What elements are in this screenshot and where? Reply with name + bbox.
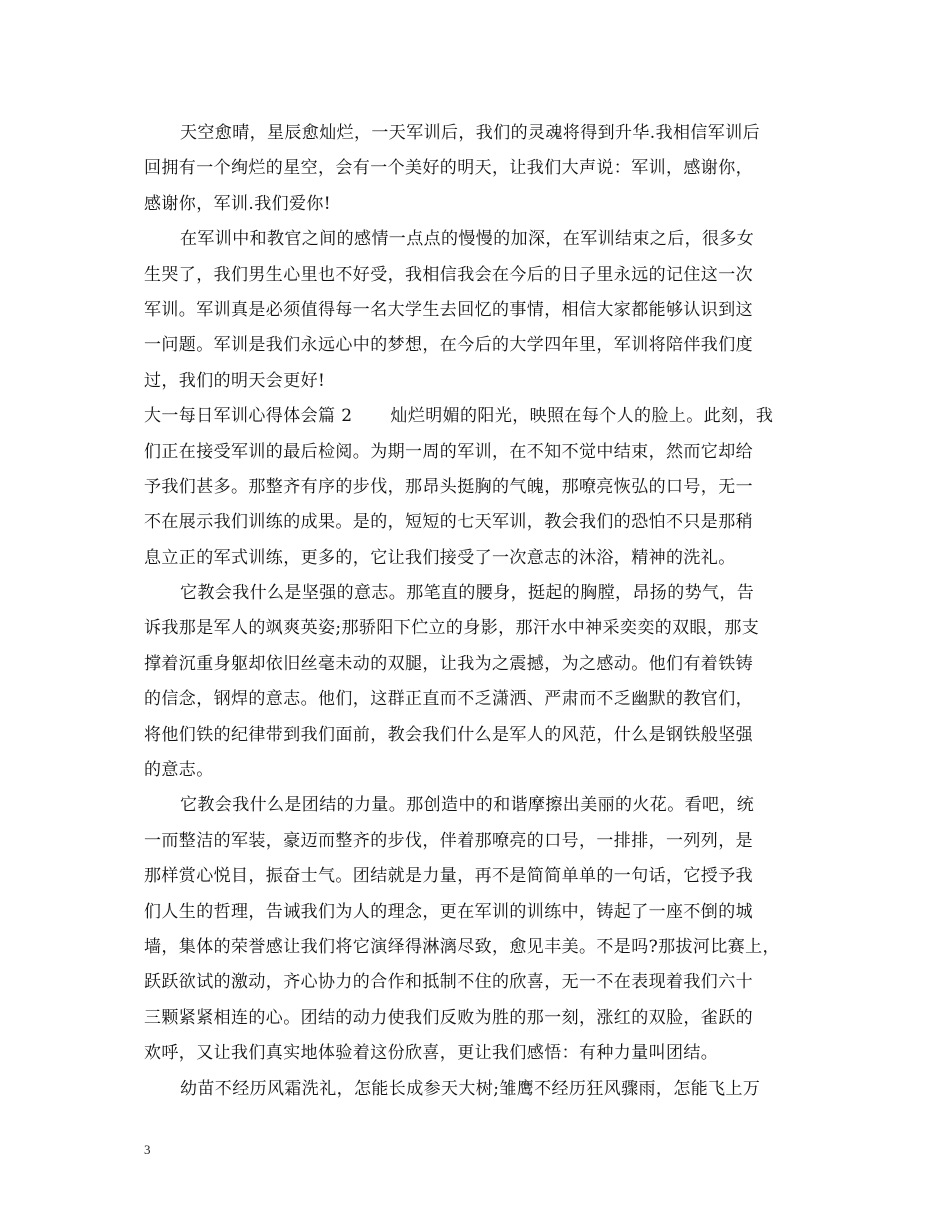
section-heading-line: [144, 399, 824, 434]
paragraph-line: 天空愈晴，星辰愈灿烂，一天军训后，我们的灵魂将得到升华.我相信军训后: [180, 123, 761, 143]
paragraph-line: 不在展示我们训练的成果。是的，短短的七天军训，教会我们的恐怕不只是那稍: [144, 512, 753, 533]
paragraph-line: 一问题。军训是我们永远心中的梦想，在今后的大学四年里，军训将陪伴我们度: [144, 335, 753, 356]
document-body: [144, 116, 824, 1107]
paragraph-line: 感谢你，军训.我们爱你!: [144, 193, 332, 214]
paragraph-line: 过，我们的明天会更好!: [144, 370, 326, 391]
page-number: 3: [144, 1142, 151, 1157]
paragraph-line: 跃跃欲试的激动，齐心协力的合作和抵制不住的欣喜，无一不在表现着我们六十: [144, 972, 753, 993]
paragraph-line: 予我们甚多。那整齐有序的步伐，那昂头挺胸的气魄，那嘹亮恢弘的口号，无一: [144, 476, 753, 497]
paragraph-line: 诉我那是军人的飒爽英姿;那骄阳下伫立的身影，那汗水中神采奕奕的双眼，那支: [144, 618, 760, 639]
paragraph-line: 们人生的哲理，告诫我们为人的理念，更在军训的训练中，铸起了一座不倒的城: [144, 901, 753, 922]
paragraph-line: 它教会我什么是坚强的意志。那笔直的腰身，挺起的胸膛，昂扬的势气，告: [180, 583, 755, 604]
paragraph-line: 三颗紧紧相连的心。团结的动力使我们反败为胜的那一刻，涨红的双脸，雀跃的: [144, 1007, 753, 1028]
paragraph-line: 息立正的军式训练，更多的，它让我们接受了一次意志的沐浴，精神的洗礼。: [144, 547, 736, 568]
paragraph-line: 那样赏心悦目，振奋士气。团结就是力量，再不是简简单单的一句话，它授予我: [144, 866, 753, 887]
paragraph-line: 幼苗不经历风霜洗礼，怎能长成参天大树;雏鹰不经历狂风骤雨，怎能飞上万: [180, 1078, 761, 1099]
paragraph-line: 将他们铁的纪律带到我们面前，教会我们什么是军人的风范，什么是钢铁般坚强: [144, 724, 753, 745]
paragraph-line: 墙，集体的荣誉感让我们将它演绎得淋漓尽致，愈见丰美。不是吗?那拔河比赛上，: [144, 936, 780, 957]
paragraph-line: 它教会我什么是团结的力量。那创造中的和谐摩擦出美丽的火花。看吧，统: [180, 795, 755, 816]
paragraph-line: 军训。军训真是必须值得每一名大学生去回忆的事情，相信大家都能够认识到这: [144, 299, 753, 320]
paragraph-line: 生哭了，我们男生心里也不好受，我相信我会在今后的日子里永远的记住这一次: [144, 264, 753, 285]
section-heading: 大一每日军训心得体会篇 2: [144, 406, 353, 427]
paragraph-line: 的意志。: [144, 760, 214, 781]
paragraph-line: 的信念，钢焊的意志。他们，这群正直而不乏潇洒、严肃而不乏幽默的教官们，: [144, 689, 753, 710]
paragraph-line: 一而整洁的军装，豪迈而整齐的步伐，伴着那嘹亮的口号，一排排，一列列，是: [144, 830, 753, 851]
paragraph-line: 欢呼，又让我们真实地体验着这份欣喜，更让我们感悟：有种力量叫团结。: [144, 1043, 719, 1064]
paragraph-line: 撑着沉重身躯却依旧丝毫未动的双腿，让我为之震撼，为之感动。他们有着铁铸: [144, 653, 753, 674]
paragraph-line: 在军训中和教官之间的感情一点点的慢慢的加深，在军训结束之后，很多女: [180, 229, 755, 250]
paragraph-line: 回拥有一个绚烂的星空，会有一个美好的明天，让我们大声说：军训，感谢你，: [144, 158, 753, 179]
section-first-line: 灿烂明媚的阳光，映照在每个人的脸上。此刻，我: [390, 406, 774, 427]
paragraph-line: 们正在接受军训的最后检阅。为期一周的军训，在不知不觉中结束，然而它却给: [144, 441, 753, 462]
